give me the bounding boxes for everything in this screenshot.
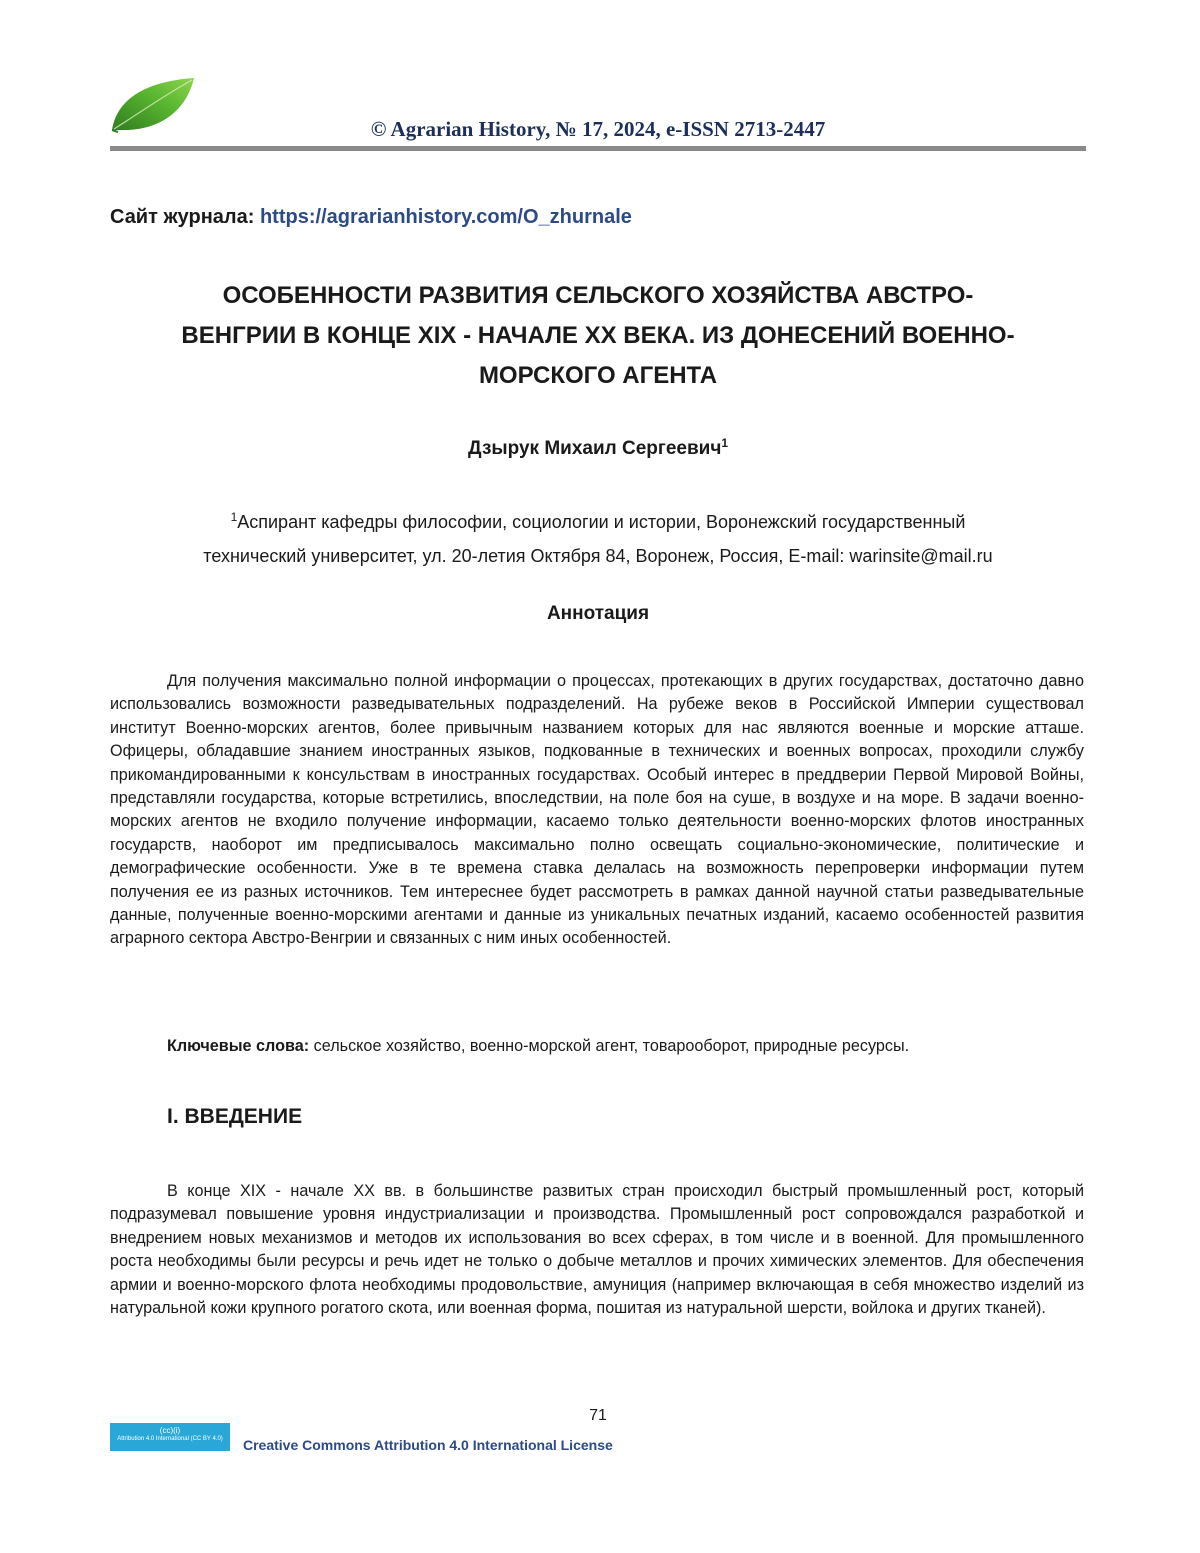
page-number: 71 [589,1407,607,1424]
cc-license-badge[interactable] [110,1423,230,1451]
journal-header: © Agrarian History, № 17, 2024, e-ISSN 2713-2447 [370,117,826,141]
affiliation-line: $^1$Аспирант кафедры философии, социологии и истории, Воронежский государственный [230,510,966,532]
header-divider [110,146,1086,151]
cc-by-icon: (cc)(i) [159,1426,181,1435]
affiliation-superscript: 1 [230,510,238,524]
section-heading-introduction: I. ВВЕДЕНИЕ [167,1105,303,1128]
introduction-text: В конце XIX - начале XX вв. в большинстве развитых стран происходил быстрый промышленный рост, который подразумевал повышение уровня индустриализации и производства. Промышленный рост сопровождался разработкой и внедрением новых механизмов и методов их использования во всех сферах, в том числе и в военной. Для промышленного роста необходимы были ресурсы и речь идет не только о добыче металлов и прочих химических элементов. Для обеспечения армии и военно-морского флота необходимы продовольствие, амуниция (например включающая в себя множество изделий из натуральной кожи крупного рогатого скота, или военная форма, пошитая из натуральной шерсти, войлока и других тканей). [110,1182,1084,1318]
author-affiliation [110,500,1086,573]
keywords-label: Ключевые слова: [167,1037,310,1055]
author-superscript: 1 [721,436,729,450]
cc-badge-text: Attribution 4.0 International (CC BY 4.0) [117,1436,223,1442]
affiliation-line: технический университет, ул. 20-летия Октября 84, Воронеж, Россия, E-mail: warinsite@mail.ru [203,546,993,566]
abstract-heading: Аннотация [546,603,650,624]
title-line: ВЕНГРИИ В КОНЦЕ XIX - НАЧАЛЕ XX ВЕКА. ИЗ ДОНЕСЕНИЙ ВОЕННО- [181,322,1015,349]
abstract-text: Для получения максимально полной информации о процессах, протекающих в других государствах, достаточно давно использовались возможности разведывательных подразделений. На рубеже веков в Российской Империи существовал институт Военно-морских агентов, более привычным названием которых для нас являются военные и морские атташе. Офицеры, обладавшие знанием иностранных языков, подкованные в технических и военных вопросах, проходили службу прикомандированными к консульствам в иностранных государствах. Особый интерес в преддверии Первой Мировой Войны, представляли государства, которые встретились, впоследствии, на поле боя на суше, в воздухе и на море. В задачи военно-морских агентов не входило получение информации, касаемо только деятельности военно-морских флотов иностранных государств, наоборот им предписывалось максимально полно освещать социально-экономические, политические и демографические особенности. Уже в те времена ставка делалась на возможность перепроверки информации путем получения ее из разных источников. Тем интереснее будет рассмотреть в рамках данной научной статьи разведывательные данные, полученные военно-морскими агентами и данные из уникальных печатных изданий, касаемо особенностей развития аграрного сектора Австро-Венгрии и связанных с ним иных особенностей. [110,672,1084,948]
site-label: Сайт журнала: [110,206,255,228]
author-text: Дзырук Михаил Сергеевич [467,438,722,459]
license-link[interactable]: Creative Commons Attribution 4.0 International License [243,1437,613,1453]
journal-site-link[interactable]: https://agrarianhistory.com/O_zhurnale [259,206,632,228]
title-line: ОСОБЕННОСТИ РАЗВИТИЯ СЕЛЬСКОГО ХОЗЯЙСТВА АВСТРО- [222,282,974,309]
journal-site-line [110,206,632,229]
author-name [110,436,1086,460]
title-line: МОРСКОГО АГЕНТА [478,362,718,389]
keywords-text: сельское хозяйство, военно-морской агент, товарооборот, природные ресурсы. [313,1037,910,1055]
article-title [110,276,1086,396]
keywords [167,1037,909,1056]
